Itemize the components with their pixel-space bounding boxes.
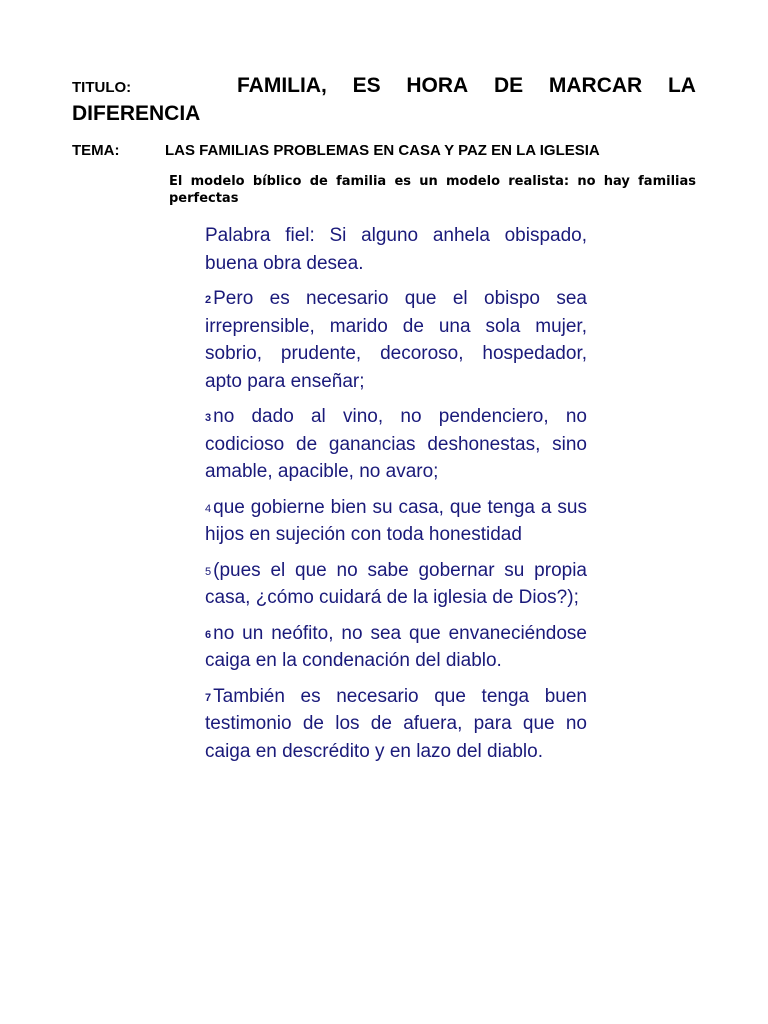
verse-number: 4	[205, 502, 212, 515]
title-word: DE	[493, 74, 524, 97]
title-continuation: DIFERENCIA	[72, 102, 201, 125]
title-block	[72, 73, 696, 127]
subtitle: El modelo bíblico de familia es un modelo realista: no hay familias perfectas	[169, 174, 696, 206]
verse-1	[205, 222, 587, 277]
theme-line	[72, 141, 600, 161]
verse-text: También es necesario que tenga buen testimonio de los de afuera, para que no caiga en descrédito y en lazo del diablo.	[205, 685, 587, 762]
verse-4	[205, 494, 587, 549]
verse-5	[205, 557, 587, 612]
verse-text: que gobierne bien su casa, que tenga a sus hijos en sujeción con toda honestidad	[205, 496, 587, 545]
verse-3	[205, 403, 587, 486]
theme-label: TEMA:	[72, 142, 120, 159]
verse-text: Palabra fiel: Si alguno anhela obispado, buena obra desea.	[205, 225, 587, 274]
verse-6	[205, 620, 587, 675]
title-word: FAMILIA,	[237, 74, 327, 97]
verse-text: Pero es necesario que el obispo sea irreprensible, marido de una sola mujer, sobrio, prudente, decoroso, hospedador, apto para enseñar;	[205, 288, 587, 392]
verse-2	[205, 285, 587, 395]
title-word: LA	[667, 74, 696, 97]
verse-text: no dado al vino, no pendenciero, no codicioso de ganancias deshonestas, sino amable, apacible, no avaro;	[205, 406, 587, 482]
verse-number: 6	[205, 628, 212, 641]
verse-number: 2	[205, 294, 212, 306]
verse-number: 3	[205, 412, 212, 424]
verse-7	[205, 683, 587, 766]
title-label: TITULO:	[72, 79, 132, 96]
theme-text: LAS FAMILIAS PROBLEMAS EN CASA Y PAZ EN LA IGLESIA	[165, 142, 600, 159]
verses-block	[205, 222, 587, 773]
verse-text: no un neófito, no sea que envaneciéndose caiga en la condenación del diablo.	[205, 622, 587, 671]
verse-text: (pues el que no sabe gobernar su propia casa, ¿cómo cuidará de la iglesia de Dios?);	[205, 559, 587, 608]
title-line	[72, 73, 696, 101]
title-word: MARCAR	[548, 74, 643, 97]
verse-number: 5	[205, 565, 212, 578]
title-word: ES	[352, 74, 381, 97]
verse-number: 7	[205, 691, 212, 704]
title-word: HORA	[406, 74, 469, 97]
